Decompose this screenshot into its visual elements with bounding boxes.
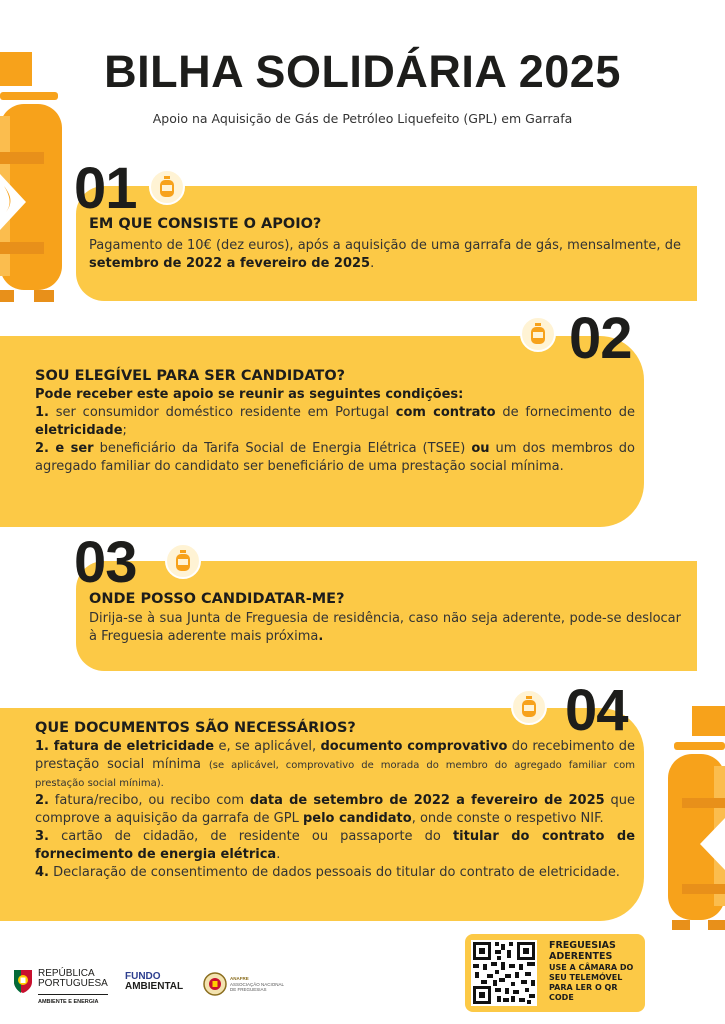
- section-04-heading: QUE DOCUMENTOS SÃO NECESSÁRIOS?: [35, 720, 356, 736]
- section-02-number: 02: [569, 306, 632, 371]
- section-01-text: Pagamento de 10€ (dez euros), após a aquisição de uma garrafa de gás, mensalmente, de setembro de 2022 a fevereiro de 2025.: [89, 238, 681, 271]
- gas-cylinder-right-icon: [668, 706, 725, 932]
- logo-anafre: ANAFRE ASSOCIAÇÃO NACIONAL DE FREGUESIAS: [230, 976, 285, 992]
- section-01-heading: EM QUE CONSISTE O APOIO?: [89, 216, 322, 232]
- section-03-text: Dirija-se à sua Junta de Freguesia de residência, caso não seja aderente, pode-se deslocar à Freguesia aderente mais próxima.: [89, 611, 681, 644]
- coat-of-arms-icon: [12, 968, 34, 994]
- logo-republica-portuguesa: REPÚBLICA PORTUGUESA AMBIENTE E ENERGIA: [38, 968, 108, 1005]
- section-02-heading: SOU ELEGÍVEL PARA SER CANDIDATO?: [35, 368, 346, 384]
- section-03-heading: ONDE POSSO CANDIDATAR-ME?: [89, 591, 345, 607]
- gas-cylinder-badge-icon: [165, 543, 201, 579]
- qr-instructions: USE A CÂMARA DO SEU TELEMÓVEL PARA LER O QR CODE: [549, 963, 634, 1002]
- gas-cylinder-badge-icon: [511, 689, 547, 725]
- section-02-text: Pode receber este apoio se reunir as seguintes condições: 1. ser consumidor doméstico residente em Portugal com contrato de fornecimento de eletricidade; 2. e ser beneficiário da Tarifa Social de Energia Elétrica (TSEE) ou um dos membros do agregado familiar do candidato ser beneficiário de uma prestação social mínima.: [35, 387, 635, 474]
- section-01-number: 01: [74, 156, 137, 221]
- section-03-number: 03: [74, 530, 137, 595]
- qr-title: FREGUESIAS ADERENTES: [549, 940, 616, 962]
- page-subtitle: Apoio na Aquisição de Gás de Petróleo Liquefeito (GPL) em Garrafa: [152, 111, 573, 126]
- gas-cylinder-badge-icon: [149, 169, 185, 205]
- qr-code-icon[interactable]: [471, 940, 537, 1006]
- section-04-text: 1. fatura de eletricidade e, se aplicável, documento comprovativo do recebimento de prestação social mínima (se aplicável, comprovativo de morada do membro do agregado familiar com prestação social mínima). 2. fatura/recibo, ou recibo com data de setembro de 2022 a fevereiro de 2025 que comprove a aquisição da garrafa de GPL pelo candidato, onde conste o respetivo NIF. 3. cartão de cidadão, de residente ou passaporte do titular do contrato de fornecimento de energia elétrica. 4. Declaração de consentimento de dados pessoais do titular do contrato de eletricidade.: [35, 739, 636, 880]
- section-04-number: 04: [565, 678, 628, 743]
- logo-fundo-ambiental: FUNDO AMBIENTAL: [125, 971, 184, 992]
- anafre-emblem-icon: [203, 972, 227, 996]
- page-title: BILHA SOLIDÁRIA 2025: [104, 46, 621, 97]
- gas-cylinder-badge-icon: [520, 316, 556, 352]
- section-02-intro: Pode receber este apoio se reunir as seguintes condições:: [35, 387, 464, 402]
